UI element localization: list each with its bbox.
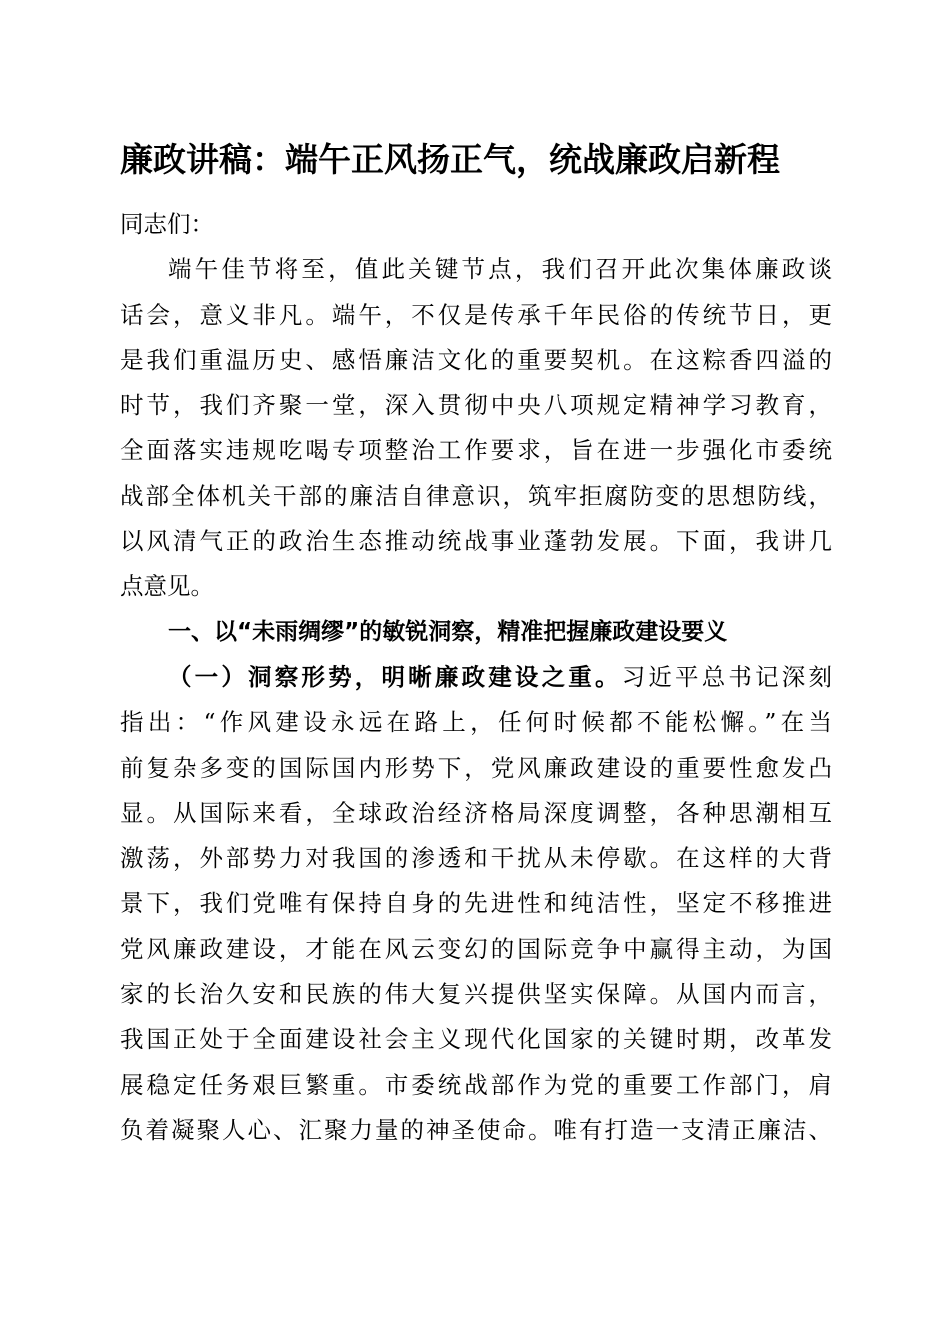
subsection-label: （一）洞察形势，明晰廉政建设之重。 — [168, 662, 622, 691]
subsection-line: 家的长治久安和民族的伟大复兴提供坚实保障。从国内而言， — [120, 980, 832, 1009]
subsection-line: 前复杂多变的国际国内形势下，党风廉政建设的重要性愈发凸 — [120, 753, 832, 782]
subsection-line: 激荡，外部势力对我国的渗透和干扰从未停歇。在这样的大背 — [120, 844, 832, 873]
intro-line: 端午佳节将至，值此关键节点，我们召开此次集体廉政谈 — [168, 255, 832, 284]
subsection-line: 党风廉政建设，才能在风云变幻的国际竞争中赢得主动，为国 — [120, 934, 832, 963]
intro-line: 全面落实违规吃喝专项整治工作要求，旨在进一步强化市委统 — [120, 436, 832, 465]
subsection-line: 景下，我们党唯有保持自身的先进性和纯洁性，坚定不移推进 — [120, 889, 832, 918]
subsection-line: 负着凝聚人心、汇聚力量的神圣使命。唯有打造一支清正廉洁、 — [120, 1115, 832, 1144]
intro-line: 时节，我们齐聚一堂，深入贯彻中央八项规定精神学习教育， — [120, 391, 832, 420]
subsection-first-line — [120, 655, 832, 700]
subsection-first-line-text: 习近平总书记深刻 — [621, 662, 832, 691]
intro-line: 点意见。 — [120, 572, 214, 601]
subsection-line: 显。从国际来看，全球政治经济格局深度调整，各种思潮相互 — [120, 798, 832, 827]
subsection-line: 指出：“作风建设永远在路上，任何时候都不能松懈。”在当 — [120, 708, 832, 737]
section-heading: 一、以“未雨绸缪”的敏锐洞察，精准把握廉政建设要义 — [168, 618, 728, 645]
intro-line: 话会，意义非凡。端午，不仅是传承千年民俗的传统节日，更 — [120, 300, 832, 329]
intro-line: 战部全体机关干部的廉洁自律意识，筑牢拒腐防变的思想防线， — [120, 481, 832, 510]
subsection-line: 展稳定任务艰巨繁重。市委统战部作为党的重要工作部门，肩 — [120, 1070, 832, 1099]
document-body — [120, 202, 832, 1153]
document-title: 廉政讲稿：端午正风扬正气，统战廉政启新程 — [120, 140, 780, 179]
salutation: 同志们： — [120, 210, 214, 238]
intro-line: 是我们重温历史、感悟廉洁文化的重要契机。在这粽香四溢的 — [120, 345, 832, 374]
intro-line: 以风清气正的政治生态推动统战事业蓬勃发展。下面，我讲几 — [120, 527, 832, 556]
subsection-line: 我国正处于全面建设社会主义现代化国家的关键时期，改革发 — [120, 1025, 832, 1054]
